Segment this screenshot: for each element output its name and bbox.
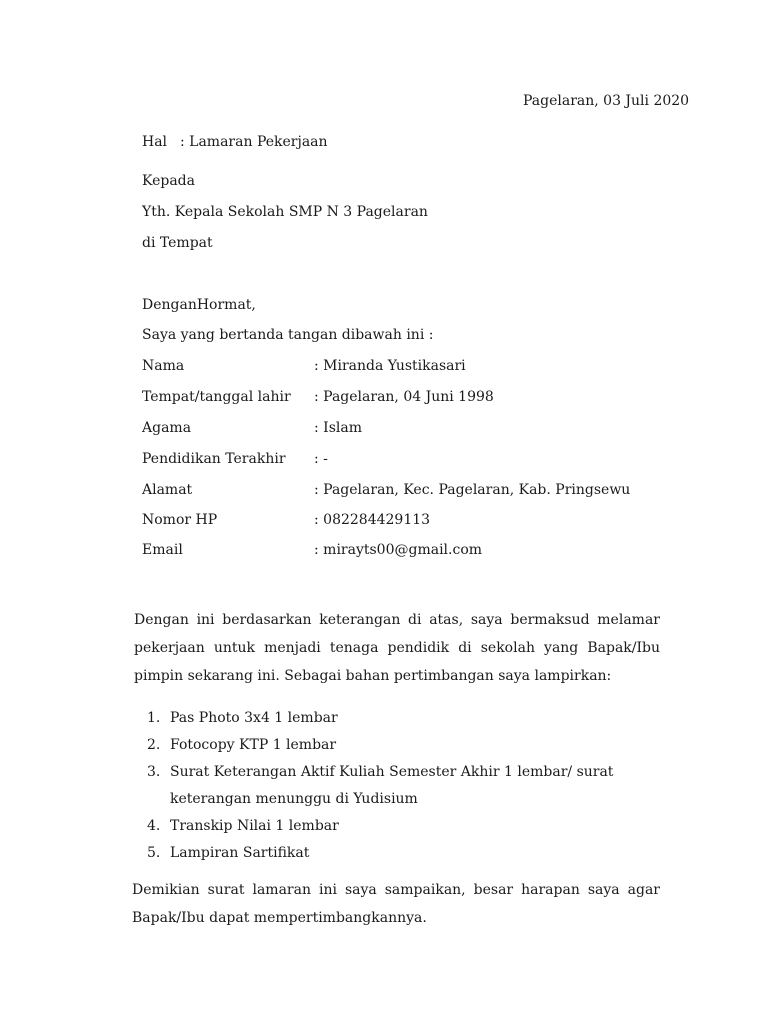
body-paragraph: Dengan ini berdasarkan keterangan di atas, saya bermaksud melamar pekerjaan untuk menjadi tenaga pendidik di sekolah yang Bapak/Ibu pimpin sekarang ini. Sebagai bahan pertimbangan saya lampirkan: [134, 612, 660, 684]
list-item [147, 732, 667, 759]
salutation: DenganHormat, [142, 297, 256, 313]
list-number: 4. [147, 818, 161, 834]
recipient-line-1: Kepada [142, 173, 195, 189]
list-number: 1. [147, 710, 161, 726]
subject-value: : Lamaran Pekerjaan [180, 134, 328, 150]
list-text: Pas Photo 3x4 1 lembar [170, 710, 338, 726]
list-item [147, 813, 667, 840]
list-text: Lampiran Sartifikat [170, 845, 310, 861]
field-value-education: : - [314, 451, 328, 467]
recipient-line-2: Yth. Kepala Sekolah SMP N 3 Pagelaran [142, 204, 428, 220]
field-value-phone: : 082284429113 [314, 512, 431, 528]
list-text: Surat Keterangan Aktif Kuliah Semester Akhir 1 lembar/ surat keterangan menunggu di Yudisium [170, 764, 614, 807]
attachment-list [147, 705, 667, 867]
field-value-address: : Pagelaran, Kec. Pagelaran, Kab. Pringsewu [314, 482, 631, 498]
subject-label: Hal [142, 134, 168, 150]
list-number: 5. [147, 845, 161, 861]
field-label-phone: Nomor HP [142, 512, 218, 528]
list-number: 2. [147, 737, 161, 753]
closing-paragraph: Demikian surat lamaran ini saya sampaikan, besar harapan saya agar Bapak/Ibu dapat mempertimbangkannya. [132, 882, 660, 926]
list-text: Transkip Nilai 1 lembar [170, 818, 339, 834]
field-value-birth: : Pagelaran, 04 Juni 1998 [314, 389, 494, 405]
intro-line: Saya yang bertanda tangan dibawah ini : [142, 327, 434, 343]
list-number: 3. [147, 764, 161, 780]
place-date: Pagelaran, 03 Juli 2020 [523, 93, 690, 109]
list-text: Fotocopy KTP 1 lembar [170, 737, 337, 753]
field-label-name: Nama [142, 358, 185, 374]
list-item [147, 840, 667, 867]
list-item [147, 705, 667, 732]
field-label-religion: Agama [142, 420, 192, 436]
recipient-line-3: di Tempat [142, 235, 213, 251]
list-item [147, 759, 667, 813]
field-value-name: : Miranda Yustikasari [314, 358, 466, 374]
field-label-birth: Tempat/tanggal lahir [142, 389, 291, 405]
field-label-email: Email [142, 542, 183, 558]
field-label-education: Pendidikan Terakhir [142, 451, 286, 467]
field-label-address: Alamat [142, 482, 193, 498]
field-value-religion: : Islam [314, 420, 362, 436]
field-value-email: : mirayts00@gmail.com [314, 542, 483, 558]
